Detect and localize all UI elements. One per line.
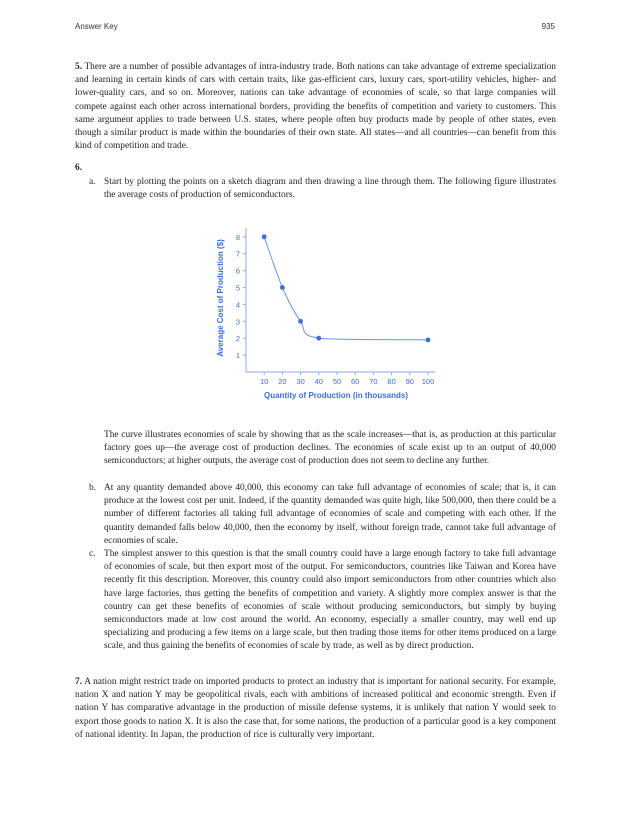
answer-6c-text: The simplest answer to this question is that the small country could have a large enough factory to take full advantage of economies of scale, but then export most of the output. For semiconductors, countries like Taiwan and Korea have recently fit this description. Moreover, this country could also import semiconductors from other countries which also have large factories, thus getting the benefits of competition and variety. A slightly more complex answer is that the country can get these benefits of economies of scale without producing semiconductors, but simply by buying semiconductors made at low cost around the world. An economy, especially a smaller country, may well end up specializing and producing a few items on a large scale, but then trading those items for other items produced on a large scale, and thus gaining the benefits of economies of scale by trade, as well as by direct production. — [104, 549, 556, 652]
x-tick-label: 20 — [278, 377, 287, 386]
y-tick-label: 1 — [235, 351, 240, 361]
x-tick-label: 60 — [351, 377, 360, 386]
answer-5-number: 5. — [75, 62, 83, 72]
page-header — [75, 22, 555, 34]
y-tick-label: 5 — [235, 283, 240, 293]
y-tick-label: 7 — [235, 249, 240, 259]
page-number: 935 — [541, 22, 555, 31]
answer-6-number — [75, 162, 556, 175]
x-axis-label: Quantity of Production (in thousands) — [264, 391, 408, 400]
y-tick-label: 3 — [235, 317, 240, 327]
answer-6b-text: At any quantity demanded above 40,000, this economy can take full advantage of economies of scale; that is, it can produce at the lowest cost per unit. Indeed, if the quantity demanded was quite high, like 500,000, then there could be a number of different factories all taking full advantage of economies of scale and competing with each other. If the quantity demanded falls below 40,000, then the economy by itself, without foreign trade, cannot take full advantage of economies of scale. — [104, 483, 556, 546]
data-point — [298, 319, 303, 324]
x-tick-label: 90 — [405, 377, 414, 386]
y-tick-label: 2 — [235, 334, 240, 344]
answer-6b — [89, 482, 556, 548]
y-tick-label: 6 — [235, 266, 240, 276]
x-tick-label: 40 — [314, 377, 323, 386]
answer-5-text: There are a number of possible advantages of intra-industry trade. Both nations can take advantage of extreme specialization and learning in certain kinds of cars with certain traits, like gas-efficient cars, luxury cars, sport-utility vehicles, higher- and lower-quality cars, and so on. Moreover, nations can take advantage of economies of scale, so that large companies will compete against each other across international borders, providing the benefits of competition and variety to customers. This same argument applies to trade between U.S. states, where people often buy products made by people of other states, even though a similar product is made within the boundaries of their own state. All states—and all countries—can benefit from this kind of competition and trade. — [75, 62, 556, 152]
answer-6a-marker: a. — [89, 177, 96, 187]
answer-6a-explanation: The curve illustrates economies of scale by showing that as the scale increases—that is, as production at this particular factory goes up—the average cost of production declines. The economies of scale exist up to an output of 40,000 semiconductors; at higher outputs, the average cost of production does not seem to decline any further. — [104, 430, 556, 467]
answer-6-number-text: 6. — [75, 163, 83, 173]
answer-7-number: 7. — [75, 677, 83, 687]
answer-6a-text: Start by plotting the points on a sketch diagram and then drawing a line through them. The following figure illustrates the average costs of production of semiconductors. — [104, 177, 556, 201]
y-tick-label: 8 — [235, 232, 240, 242]
x-tick-label: 30 — [296, 377, 305, 386]
data-point — [262, 234, 267, 239]
answer-6c-marker: c. — [89, 549, 96, 559]
answer-7 — [75, 676, 556, 742]
y-tick-label: 4 — [235, 300, 240, 310]
x-tick-label: 80 — [387, 377, 396, 386]
x-tick-label: 10 — [260, 377, 269, 386]
x-tick-label: 100 — [421, 377, 435, 386]
answer-6c — [89, 548, 556, 654]
answer-7-text: A nation might restrict trade on imported products to protect an industry that is important for national security. For example, nation X and nation Y may be geopolitical rivals, each with ambitions of increased political and economic strength. Even if nation Y has comparative advantage in the production of missile defense systems, it is unlikely that nation Y would seek to export those goods to nation X. It is also the case that, for some nations, the production of a particular good is a key component of national identity. In Japan, the production of rice is culturally very important. — [75, 677, 556, 740]
average-cost-chart — [210, 226, 450, 411]
header-title: Answer Key — [75, 22, 118, 31]
answer-6a — [89, 176, 556, 202]
answer-5 — [75, 61, 556, 153]
x-tick-label: 70 — [369, 377, 378, 386]
data-point — [316, 336, 321, 341]
cost-curve — [264, 237, 428, 340]
x-tick-label: 50 — [332, 377, 342, 386]
data-point — [280, 285, 285, 290]
y-axis-label: Average Cost of Production ($) — [216, 239, 225, 357]
data-point — [426, 337, 431, 342]
answer-6b-marker: b. — [89, 483, 97, 493]
